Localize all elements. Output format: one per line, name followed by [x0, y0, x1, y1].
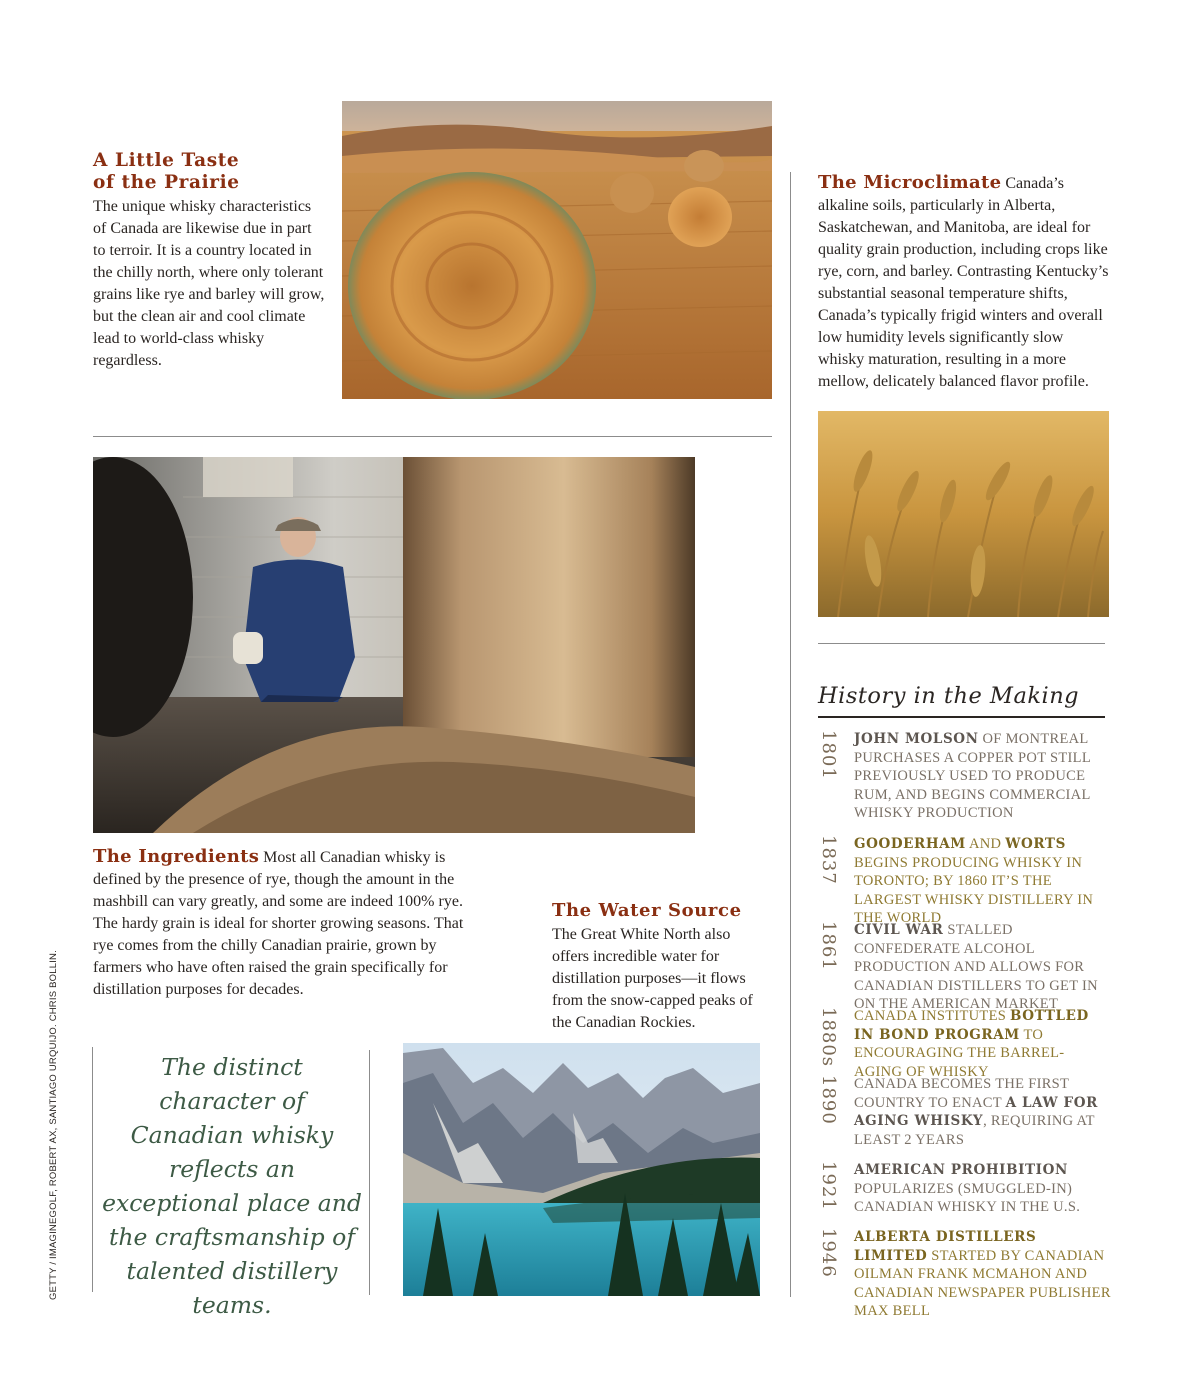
photo-credit: GETTY / IMAGINEGOLF, ROBERT AX, SANTIAGO URQUIJO. CHRIS BOLLIN. [48, 950, 59, 1300]
pull-quote: The distinct character of Canadian whisky reflects an exceptional place and the craftsmanship of talented distillery teams. [102, 1053, 362, 1319]
timeline-item-1801 [814, 730, 1114, 822]
timeline-item-1861 [814, 921, 1114, 1013]
hay-bale-photo [342, 101, 772, 399]
timeline-year: 1946 [818, 1228, 839, 1278]
timeline-year: 1921 [818, 1161, 839, 1211]
timeline-text: AMERICAN PROHIBITION POPULARIZES (SMUGGLED-IN) CANADIAN WHISKY IN THE U.S. [854, 1162, 1081, 1216]
timeline-text: ALBERTA DISTILLERS LIMITED STARTED BY CANADIAN OILMAN FRANK MCMAHON AND CANADIAN NEWSPAPER PUBLISHER MAX BELL [854, 1229, 1111, 1320]
timeline-item-1837 [814, 835, 1114, 927]
prairie-heading-line1: A Little Taste [93, 150, 240, 171]
timeline-text: GOODERHAM AND WORTS BEGINS PRODUCING WHISKY IN TORONTO; BY 1860 IT’S THE LARGEST WHISKY DISTILLERY IN THE WORLD [854, 836, 1094, 927]
history-heading: History in the Making [818, 683, 1080, 709]
timeline-item-1921 [814, 1161, 1114, 1217]
timeline-item-1880s [814, 1007, 1114, 1080]
timeline-year: 1880s [818, 1007, 839, 1068]
quote-rule-right [369, 1050, 370, 1295]
ingredients-block [93, 846, 483, 1001]
microclimate-heading: The Microclimate [818, 172, 1002, 193]
mountain-lake-photo [403, 1043, 760, 1296]
timeline-text: CANADA BECOMES THE FIRST COUNTRY TO ENACT A LAW FOR AGING WHISKY, REQUIRING AT LEAST 2 YEARS [854, 1076, 1098, 1148]
timeline-year: 1801 [818, 730, 839, 780]
timeline-item-1890 [814, 1075, 1114, 1149]
timeline-text: JOHN MOLSON OF MONTREAL PURCHASES A COPPER POT STILL PREVIOUSLY USED TO PRODUCE RUM, AND BEGINS COMMERCIAL WHISKY PRODUCTION [854, 731, 1091, 822]
quote-rule-left [92, 1047, 93, 1292]
timeline-year: 1861 [818, 921, 839, 971]
water-heading: The Water Source [552, 900, 742, 921]
timeline-text: CANADA INSTITUTES BOTTLED IN BOND PROGRAM TO ENCOURAGING THE BARREL-AGING OF WHISKY [854, 1008, 1089, 1080]
timeline-item-1946 [814, 1228, 1114, 1320]
microclimate-body: Canada’s alkaline soils, particularly in Alberta, Saskatchewan, and Manitoba, are ideal for quality grain production, including crops like rye, corn, and barley. Contrasting Kentucky’s substantial seasonal temperature shifts, Canada’s typically frigid winters and overall low humidity levels significantly slow whisky maturation, resulting in a more mellow, delicately balanced flavor profile. [818, 175, 1109, 390]
history-heading-underline [818, 716, 1105, 718]
prairie-body: The unique whisky characteristics of Canada are likewise due in part to terroir. It is a country located in the chilly north, where only tolerant grains like rye and barley will grow, but the clean air and cool climate lead to world-class whisky regardless. [93, 198, 325, 369]
wheat-field-photo [818, 411, 1109, 617]
divider-right [818, 643, 1105, 644]
microclimate-block [818, 172, 1110, 393]
timeline-year: 1890 [818, 1075, 839, 1125]
ingredients-heading: The Ingredients [93, 846, 260, 867]
prairie-heading-line2: of the Prairie [93, 172, 240, 193]
farmer-grain-photo [93, 457, 695, 833]
ingredients-body: Most all Canadian whisky is defined by the presence of rye, though the amount in the mashbill can vary greatly, and some are indeed 100% rye. The hardy grain is ideal for shorter growing seasons. That rye comes from the chilly Canadian prairie, grown by farmers who have often raised the grain specifically for distillation purposes for decades. [93, 849, 464, 998]
divider-center-vertical [790, 172, 791, 1297]
prairie-heading [93, 150, 240, 194]
timeline-text: CIVIL WAR STALLED CONFEDERATE ALCOHOL PRODUCTION AND ALLOWS FOR CANADIAN DISTILLERS TO GET IN ON THE AMERICAN MARKET [854, 922, 1098, 1013]
divider-left-top [93, 436, 772, 437]
water-body: The Great White North also offers incredible water for distillation purposes—it flows from the snow-capped peaks of the Canadian Rockies. [552, 926, 753, 1031]
timeline-year: 1837 [818, 835, 839, 885]
